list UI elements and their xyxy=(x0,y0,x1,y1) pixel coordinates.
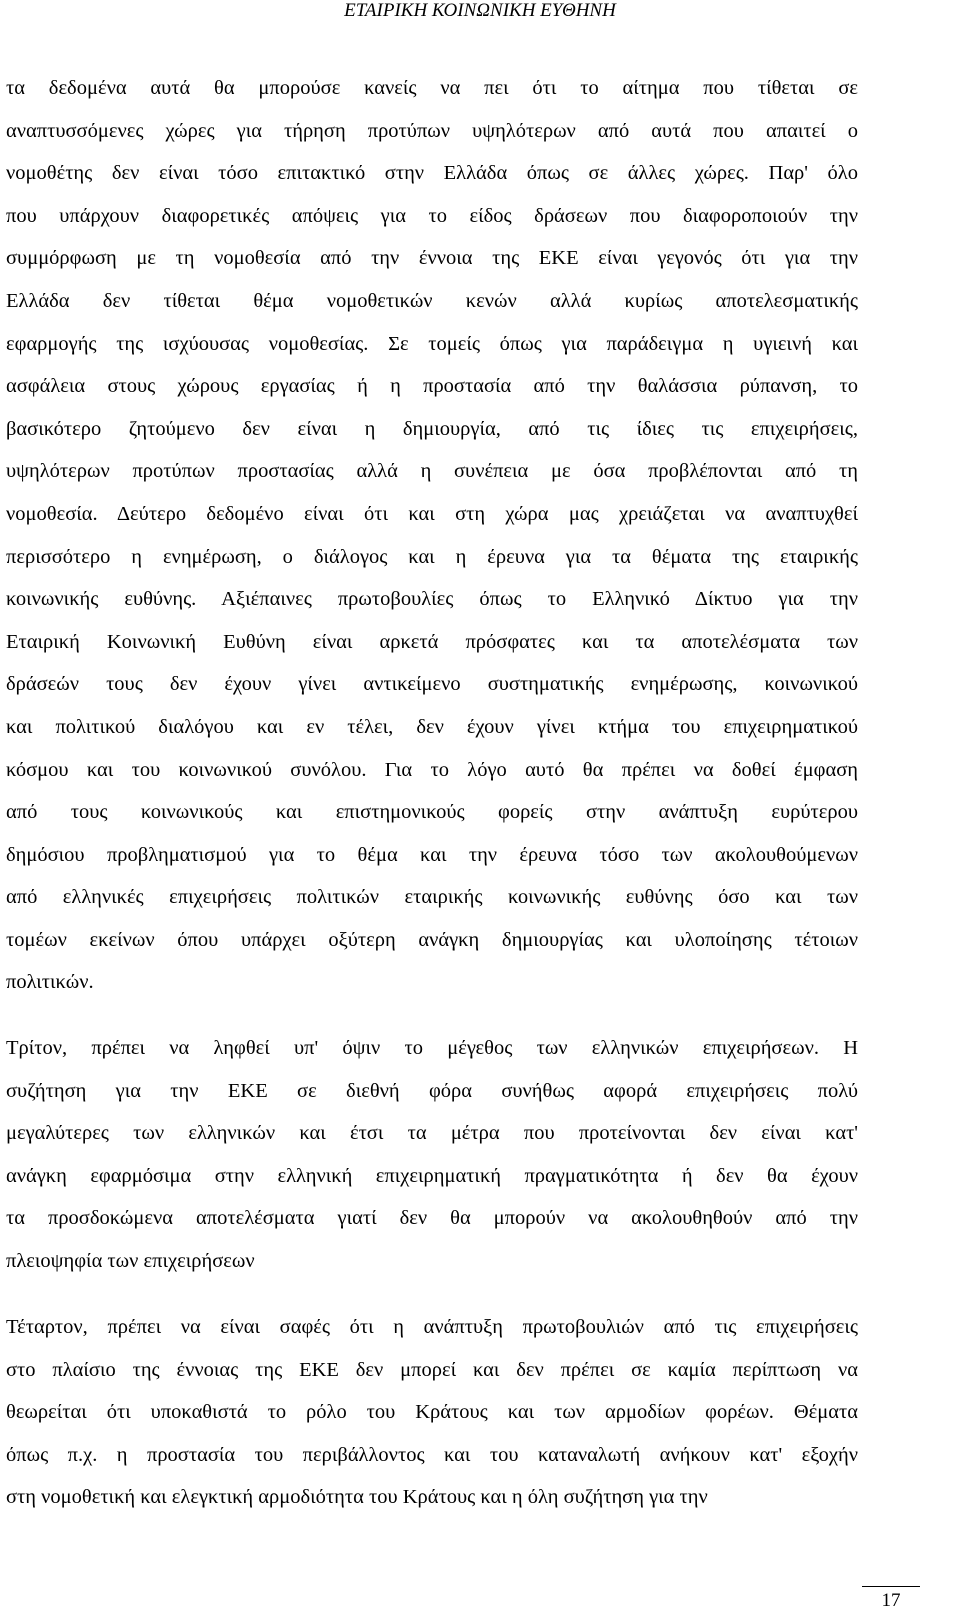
text-line: Τέταρτον, πρέπει να είναι σαφές ότι η ανάπτυξη πρωτοβουλιών από τις επιχειρήσεις xyxy=(6,1316,858,1338)
text-line: θεωρείται ότι υποκαθιστά το ρόλο του Κράτους και των αρμοδίων φορέων. Θέματα xyxy=(6,1401,858,1424)
paragraph-1 xyxy=(6,67,858,1004)
text-line: Ελλάδα δεν τίθεται θέμα νομοθετικών κενών αλλά κυρίως αποτελεσματικής xyxy=(6,289,858,312)
page-number: 17 xyxy=(862,1586,920,1613)
text-line: νομοθεσία. Δεύτερο δεδομένο είναι ότι και στη χώρα μας χρειάζεται να αναπτυχθεί xyxy=(6,502,858,525)
text-line: από ελληνικές επιχειρήσεις πολιτικών εταιρικής κοινωνικής ευθύνης όσο και των xyxy=(6,886,858,909)
text-line: τομέων εκείνων όπου υπάρχει οξύτερη ανάγκη δημιουργίας και υλοποίησης τέτοιων xyxy=(6,928,858,951)
text-line: πολιτικών. xyxy=(6,971,94,994)
text-line: στη νομοθετική και ελεγκτική αρμοδιότητα του Κράτους και η όλη συζήτηση για την xyxy=(6,1486,708,1509)
text-line: ασφάλεια στους χώρους εργασίας ή η προστασία από την θαλάσσια ρύπανση, το xyxy=(6,375,858,398)
text-line: υψηλότερων προτύπων προστασίας αλλά η συνέπεια με όσα προβλέπονται από τη xyxy=(6,460,858,483)
text-line: από τους κοινωνικούς και επιστημονικούς φορείς στην ανάπτυξη ευρύτερου xyxy=(6,801,858,824)
text-line: που υπάρχουν διαφορετικές απόψεις για το είδος δράσεων που διαφοροποιούν την xyxy=(6,204,858,227)
text-line: τα προσδοκώμενα αποτελέσματα γιατί δεν θα μπορούν να ακολουθηθούν από την xyxy=(6,1207,858,1230)
text-line: δημόσιου προβληματισμού για το θέμα και την έρευνα τόσο των ακολουθούμενων xyxy=(6,843,858,866)
paragraph-2 xyxy=(6,1027,858,1283)
text-line: εφαρμογής της ισχύουσας νομοθεσίας. Σε τομείς όπως για παράδειγμα η υγιεινή και xyxy=(6,332,858,355)
text-line: περισσότερο η ενημέρωση, ο διάλογος και η έρευνα για τα θέματα της εταιρικής xyxy=(6,545,858,568)
paragraph-3 xyxy=(6,1306,858,1519)
text-line: ανάγκη εφαρμόσιμα στην ελληνική επιχειρηματική πραγματικότητα ή δεν θα έχουν xyxy=(6,1164,858,1187)
text-line: μεγαλύτερες των ελληνικών και έτσι τα μέτρα που προτείνονται δεν είναι κατ' xyxy=(6,1122,858,1145)
text-line: όπως π.χ. η προστασία του περιβάλλοντος και του καταναλωτή ανήκουν κατ' εξοχήν xyxy=(6,1443,858,1466)
text-line: πλειοψηφία των επιχειρήσεων xyxy=(6,1249,255,1272)
text-line: τα δεδομένα αυτά θα μπορούσε κανείς να πει ότι το αίτημα που τίθεται σε xyxy=(6,77,858,99)
text-line: στο πλαίσιο της έννοιας της ΕΚΕ δεν μπορεί και δεν πρέπει σε καμία περίπτωση να xyxy=(6,1358,858,1381)
text-line: νομοθέτης δεν είναι τόσο επιτακτικό στην Ελλάδα όπως σε άλλες χώρες. Παρ' όλο xyxy=(6,162,858,185)
text-line: Εταιρική Κοινωνική Ευθύνη είναι αρκετά πρόσφατες και τα αποτελέσματα των xyxy=(6,630,858,653)
text-line: και πολιτικού διαλόγου και εν τέλει, δεν έχουν γίνει κτήμα του επιχειρηματικού xyxy=(6,715,858,738)
text-line: συζήτηση για την ΕΚΕ σε διεθνή φόρα συνήθως αφορά επιχειρήσεις πολύ xyxy=(6,1079,858,1102)
text-line: αναπτυσσόμενες χώρες για τήρηση προτύπων υψηλότερων από αυτά που απαιτεί ο xyxy=(6,119,858,142)
text-line: δράσεών τους δεν έχουν γίνει αντικείμενο συστηματικής ενημέρωσης, κοινωνικού xyxy=(6,673,858,696)
text-line: κοινωνικής ευθύνης. Αξιέπαινες πρωτοβουλίες όπως το Ελληνικό Δίκτυο για την xyxy=(6,588,858,611)
text-line: βασικότερο ζητούμενο δεν είναι η δημιουργία, από τις ίδιες τις επιχειρήσεις, xyxy=(6,417,858,440)
text-line: κόσμου και του κοινωνικού συνόλου. Για το λόγο αυτό θα πρέπει να δοθεί έμφαση xyxy=(6,758,858,781)
text-line: συμμόρφωση με τη νομοθεσία από την έννοια της ΕΚΕ είναι γεγονός ότι για την xyxy=(6,247,858,270)
running-header: ΕΤΑΙΡΙΚΗ ΚΟΙΝΩΝΙΚΗ ΕΥΘΗΝΗ xyxy=(344,0,616,21)
text-line: Τρίτον, πρέπει να ληφθεί υπ' όψιν το μέγεθος των ελληνικών επιχειρήσεων. Η xyxy=(6,1037,858,1059)
